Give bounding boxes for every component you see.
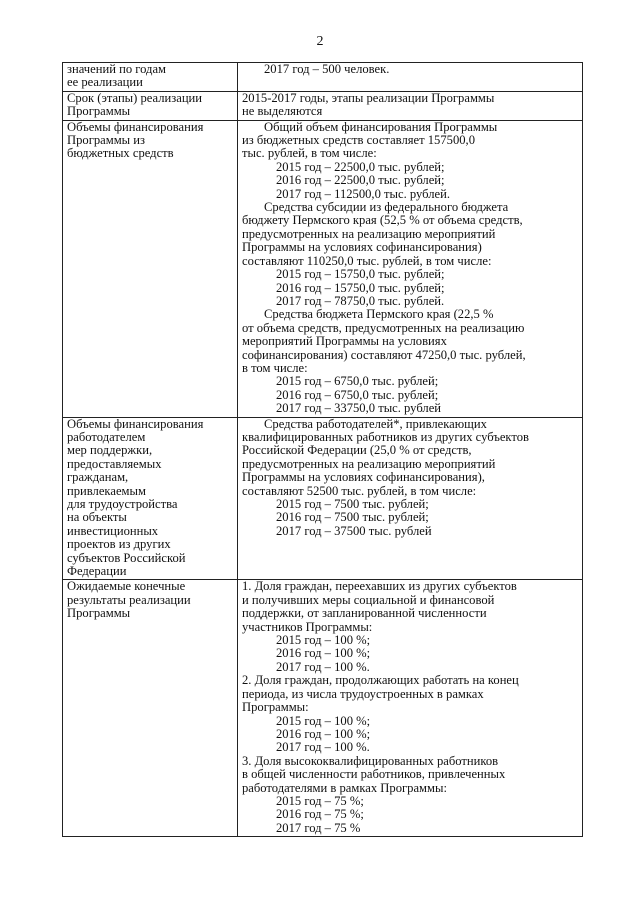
- value-line: 2017 год – 100 %.: [276, 660, 370, 674]
- value-line: 2015 год – 100 %;: [276, 634, 371, 648]
- value-line: 1. Доля граждан, переехавших из других субъектов: [242, 580, 517, 594]
- value-line: поддержки, от запланированной численности: [242, 607, 487, 621]
- row-value-cell: [238, 120, 583, 417]
- label-line: ее реализации: [67, 76, 143, 90]
- value-line: 2016 год – 75 %;: [276, 808, 364, 822]
- label-line: предоставляемых: [67, 457, 162, 471]
- label-line: Объемы финансирования: [67, 417, 204, 431]
- value-line: предусмотренных на реализацию мероприятий: [242, 227, 496, 241]
- value-line: Общий объем финансирования Программы: [264, 120, 498, 134]
- label-line: Программы: [67, 105, 131, 119]
- label-line: результаты реализации: [67, 593, 191, 607]
- table-row: [63, 580, 583, 837]
- row-value-cell: [238, 91, 583, 120]
- program-passport-table: [62, 62, 583, 837]
- table-row: [63, 91, 583, 120]
- row-label-cell: [63, 580, 238, 837]
- value-line: 2015 год – 15750,0 тыс. рублей;: [276, 268, 445, 282]
- value-line: составляют 110250,0 тыс. рублей, в том числе:: [242, 254, 492, 268]
- value-line: работодателями в рамках Программы:: [242, 781, 447, 795]
- label-line: работодателем: [67, 430, 146, 444]
- row-value-cell: [238, 417, 583, 580]
- table-row: [63, 120, 583, 417]
- value-line: тыс. рублей, в том числе:: [242, 147, 377, 161]
- value-line: 3. Доля высококвалифицированных работников: [242, 754, 499, 768]
- table-row: [63, 63, 583, 92]
- value-line: 2015 год – 6750,0 тыс. рублей;: [276, 375, 439, 389]
- value-line: 2016 год – 6750,0 тыс. рублей;: [276, 388, 439, 402]
- value-line: 2017 год – 500 человек.: [264, 63, 390, 76]
- value-line: периода, из числа трудоустроенных в рамках: [242, 687, 484, 701]
- value-line: в том числе:: [242, 361, 308, 375]
- value-line: Средства субсидии из федерального бюджета: [264, 201, 509, 215]
- value-line: 2016 год – 15750,0 тыс. рублей;: [276, 281, 445, 295]
- value-line: Программы на условиях софинансирования): [242, 241, 482, 255]
- value-line: 2017 год – 33750,0 тыс. рублей: [276, 402, 442, 416]
- value-line: 2017 год – 75 %: [276, 821, 361, 835]
- value-line: в общей численности работников, привлеченных: [242, 768, 506, 782]
- value-line: 2016 год – 22500,0 тыс. рублей;: [276, 174, 445, 188]
- label-line: Федерации: [67, 565, 127, 579]
- value-line: 2017 год – 100 %.: [276, 741, 370, 755]
- row-label-cell: [63, 120, 238, 417]
- value-line: 2015 год – 75 %;: [276, 794, 364, 808]
- value-line: Программы на условиях софинансирования),: [242, 471, 485, 485]
- row-value-cell: [238, 580, 583, 837]
- value-line: 2016 год – 7500 тыс. рублей;: [276, 511, 429, 525]
- value-line: составляют 52500 тыс. рублей, в том числе:: [242, 484, 477, 498]
- value-line: 2015 год – 7500 тыс. рублей;: [276, 498, 429, 511]
- row-value-cell: [238, 63, 583, 92]
- value-line: Программы:: [242, 701, 309, 715]
- value-line: Средства работодателей*, привлекающих: [264, 417, 487, 431]
- value-line: 2017 год – 78750,0 тыс. рублей.: [276, 294, 445, 308]
- label-line: бюджетных средств: [67, 147, 174, 161]
- label-line: Ожидаемые конечные: [67, 580, 186, 594]
- label-line: субъектов Российской: [67, 551, 186, 565]
- value-line: 2015 год – 100 %;: [276, 714, 371, 728]
- label-line: для трудоустройства: [67, 498, 178, 511]
- value-line: Средства бюджета Пермского края (22,5 %: [264, 308, 494, 322]
- value-line: квалифицированных работников из других субъектов: [242, 430, 529, 444]
- label-line: проектов из других: [67, 538, 171, 552]
- value-line: 2. Доля граждан, продолжающих работать на конец: [242, 674, 519, 688]
- value-line: предусмотренных на реализацию мероприятий: [242, 457, 496, 471]
- value-line: 2015 год – 22500,0 тыс. рублей;: [276, 160, 445, 174]
- value-line: 2015-2017 годы, этапы реализации Программы: [242, 91, 495, 105]
- table-row: [63, 417, 583, 580]
- value-line: участников Программы:: [242, 620, 373, 634]
- value-line: и получивших меры социальной и финансовой: [242, 593, 495, 607]
- label-line: мер поддержки,: [67, 444, 153, 458]
- value-line: 2016 год – 100 %;: [276, 727, 371, 741]
- value-line: бюджету Пермского края (52,5 % от объема средств,: [242, 214, 523, 228]
- label-line: гражданам,: [67, 471, 129, 485]
- label-line: Объемы финансирования: [67, 120, 204, 134]
- row-label-cell: [63, 63, 238, 92]
- label-line: Программы из: [67, 134, 146, 148]
- page-number: 2: [316, 34, 324, 49]
- value-line: от объема средств, предусмотренных на реализацию: [242, 321, 525, 335]
- value-line: софинансирования) составляют 47250,0 тыс. рублей,: [242, 348, 526, 362]
- value-line: 2017 год – 112500,0 тыс. рублей.: [276, 187, 450, 201]
- label-line: Программы: [67, 607, 131, 621]
- value-line: из бюджетных средств составляет 157500,0: [242, 134, 475, 148]
- row-label-cell: [63, 417, 238, 580]
- label-line: инвестиционных: [67, 524, 159, 538]
- label-line: на объекты: [67, 511, 127, 525]
- value-line: 2017 год – 37500 тыс. рублей: [276, 524, 432, 538]
- label-line: привлекаемым: [67, 484, 146, 498]
- value-line: Российской Федерации (25,0 % от средств,: [242, 444, 472, 458]
- label-line: Срок (этапы) реализации: [67, 91, 203, 105]
- value-line: не выделяются: [242, 105, 323, 119]
- label-line: значений по годам: [67, 63, 167, 76]
- value-line: мероприятий Программы на условиях: [242, 335, 447, 349]
- row-label-cell: [63, 91, 238, 120]
- value-line: 2016 год – 100 %;: [276, 647, 371, 661]
